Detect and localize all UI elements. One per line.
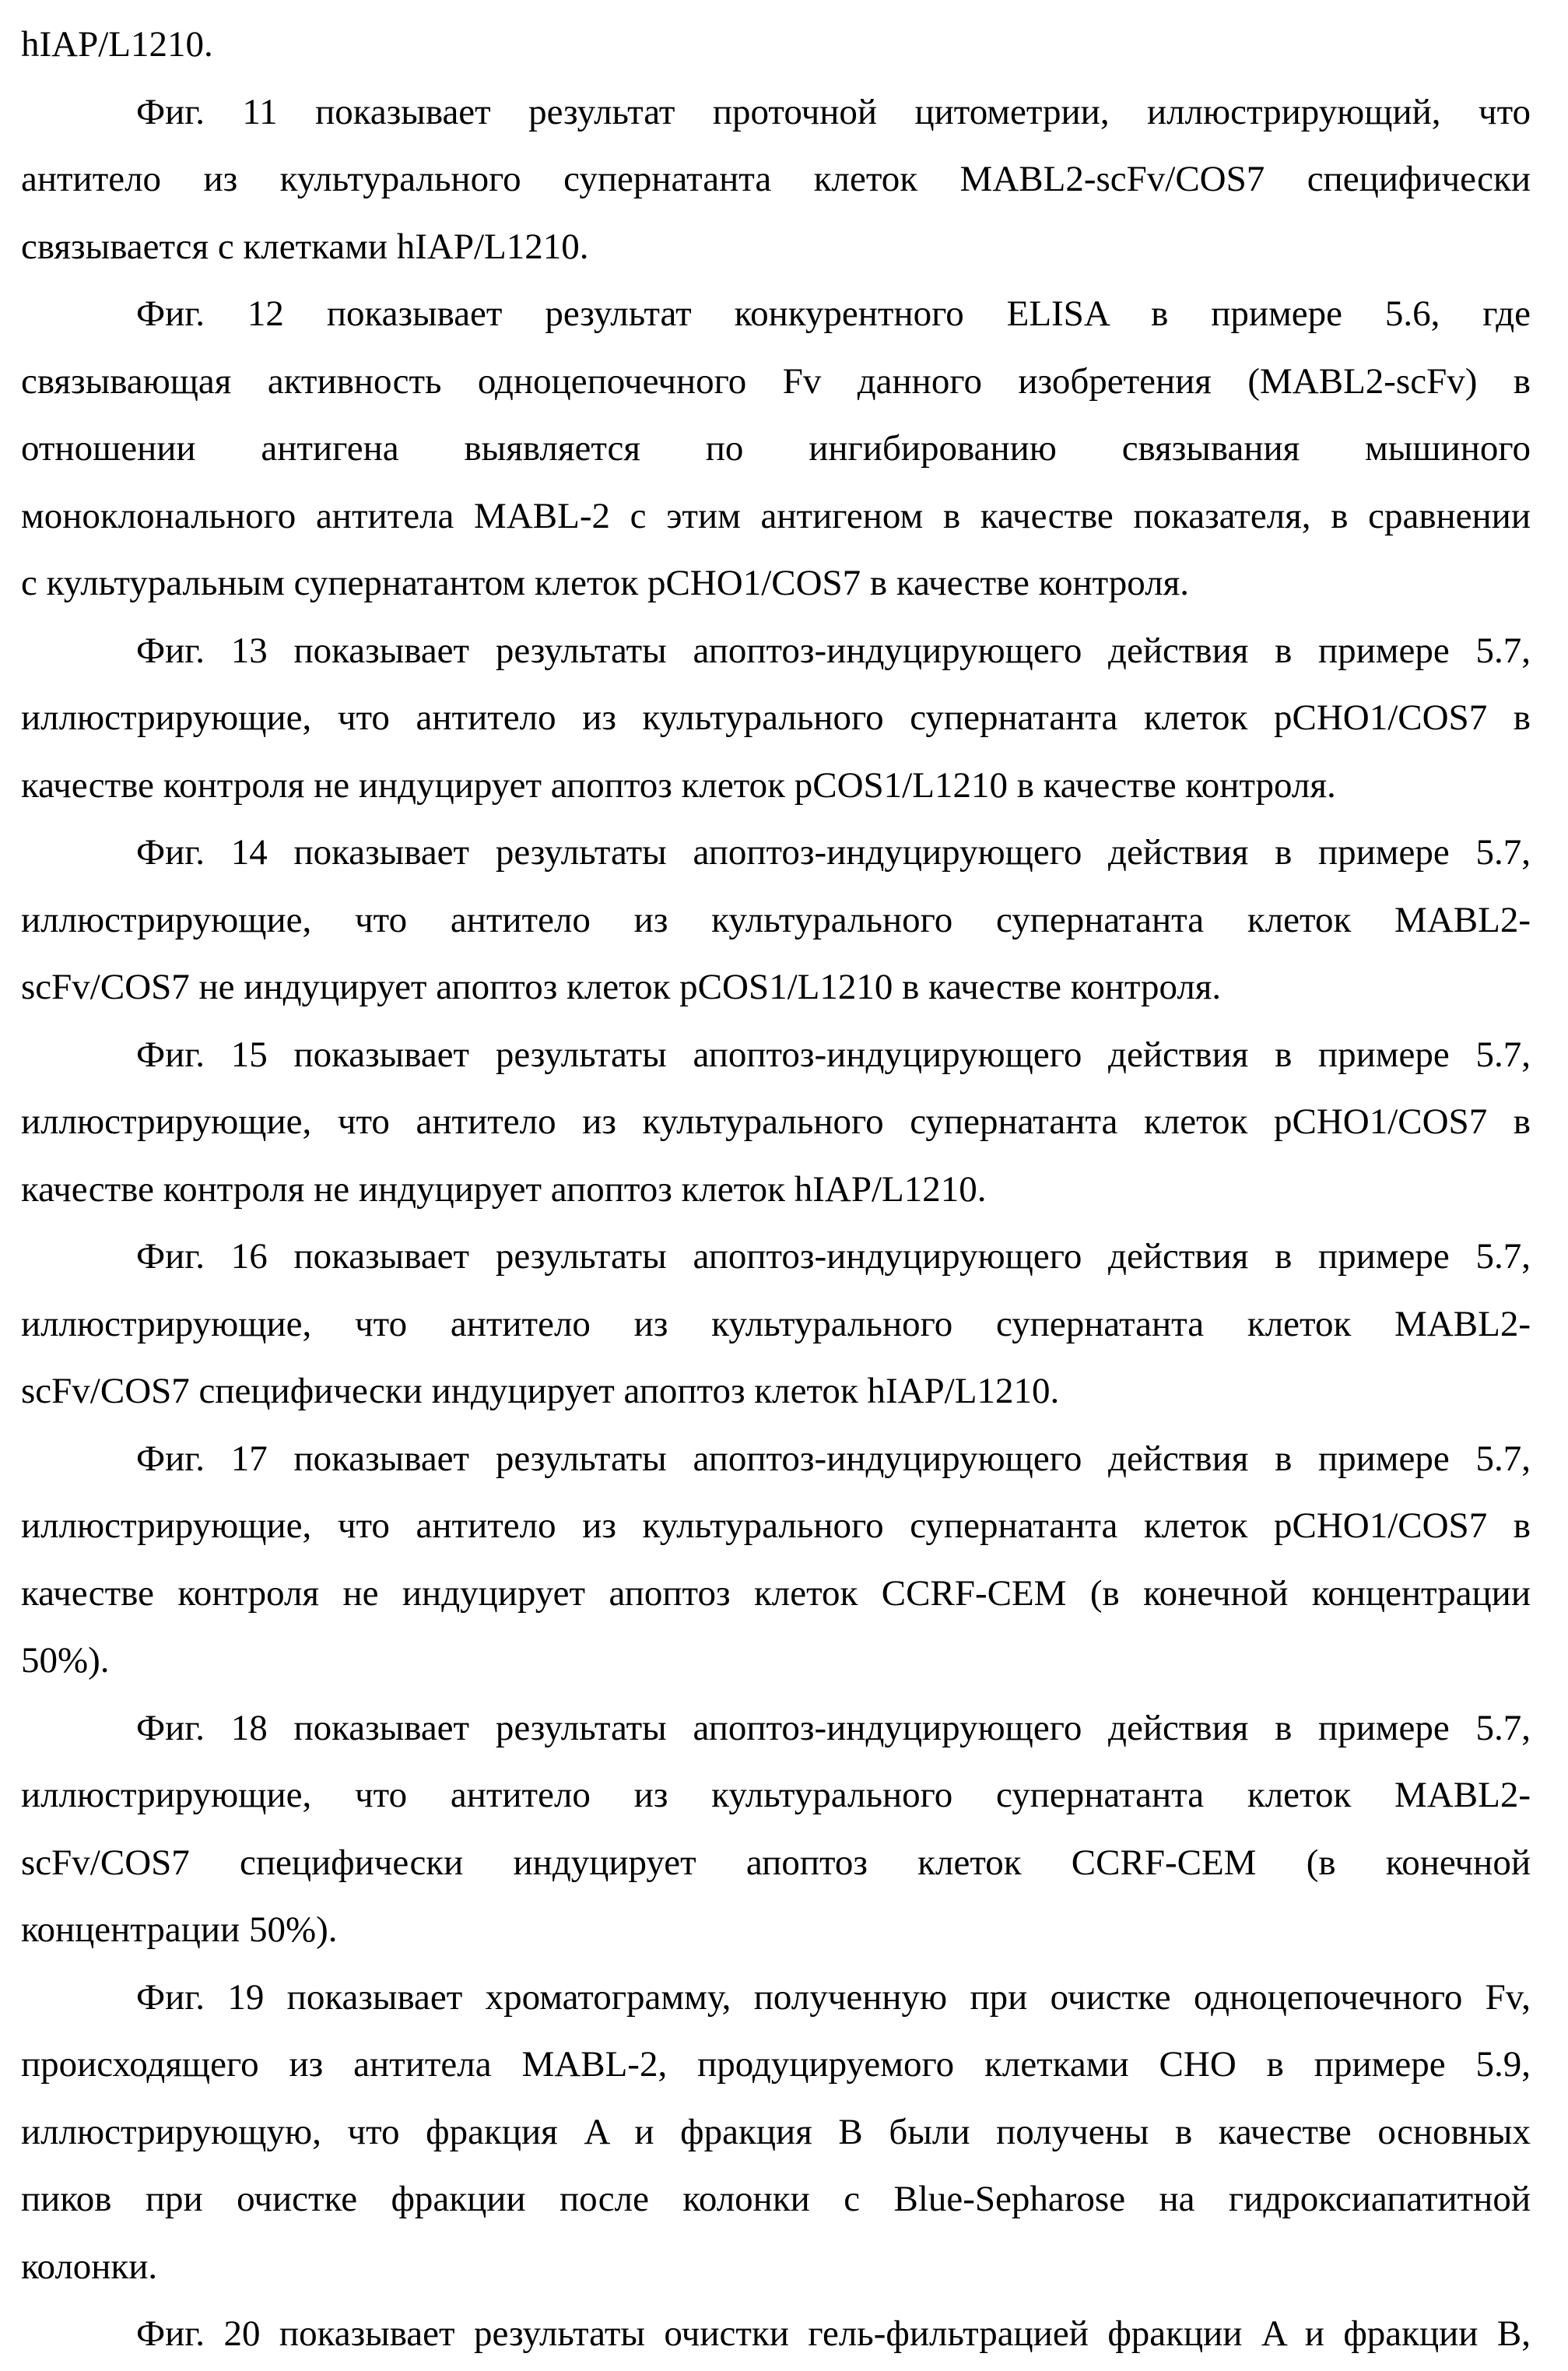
text-line: Фиг. 20 показывает результаты очистки гель-фильтрацией фракции A и фракции B,: [21, 2300, 1531, 2368]
text-line: связывается с клетками hIAP/L1210.: [21, 213, 1531, 281]
text-line: Фиг. 17 показывает результаты апоптоз-индуцирующего действия в примере 5.7,: [21, 1425, 1531, 1493]
text-line: иллюстрирующие, что антитело из культурального супернатанта клеток MABL2-: [21, 1762, 1531, 1829]
paragraph: [21, 1695, 1531, 1964]
text-line: иллюстрирующую, что фракция A и фракция B были получены в качестве основных: [21, 2099, 1531, 2166]
text-line: Фиг. 16 показывает результаты апоптоз-индуцирующего действия в примере 5.7,: [21, 1223, 1531, 1291]
paragraph: [21, 617, 1531, 820]
text-line: иллюстрирующие, что антитело из культурального супернатанта клеток pCHO1/COS7 в: [21, 1088, 1531, 1156]
paragraph: [21, 280, 1531, 617]
paragraph: [21, 819, 1531, 1021]
text-line: отношении антигена выявляется по ингибированию связывания мышиного: [21, 415, 1531, 483]
paragraph: [21, 1425, 1531, 1695]
text-line: Фиг. 13 показывает результаты апоптоз-индуцирующего действия в примере 5.7,: [21, 617, 1531, 685]
text-line: связывающая активность одноцепочечного Fv данного изобретения (MABL2-scFv) в: [21, 348, 1531, 416]
text-line: Фиг. 15 показывает результаты апоптоз-индуцирующего действия в примере 5.7,: [21, 1021, 1531, 1089]
text-line: иллюстрирующие, что антитело из культурального супернатанта клеток pCHO1/COS7 в: [21, 1492, 1531, 1560]
text-line: иллюстрирующие, что антитело из культурального супернатанта клеток MABL2-: [21, 1291, 1531, 1358]
text-line: с культуральным супернатантом клеток pCHO1/COS7 в качестве контроля.: [21, 550, 1531, 617]
text-line: Фиг. 19 показывает хроматограмму, полученную при очистке одноцепочечного Fv,: [21, 1964, 1531, 2032]
text-line: моноклонального антитела MABL-2 с этим антигеном в качестве показателя, в сравнении: [21, 483, 1531, 550]
text-line: качестве контроля не индуцирует апоптоз клеток CCRF-CEM (в конечной концентрации: [21, 1560, 1531, 1628]
paragraph: [21, 1223, 1531, 1425]
text-line: иллюстрирующие, что антитело из культурального супернатанта клеток pCHO1/COS7 в: [21, 684, 1531, 752]
text-line: колонки.: [21, 2233, 1531, 2301]
text-line: качестве контроля не индуцирует апоптоз клеток hIAP/L1210.: [21, 1156, 1531, 1224]
paragraph: [21, 1021, 1531, 1224]
text-line: Фиг. 12 показывает результат конкурентного ELISA в примере 5.6, где: [21, 280, 1531, 348]
text-line: Фиг. 14 показывает результаты апоптоз-индуцирующего действия в примере 5.7,: [21, 819, 1531, 887]
text-line: scFv/COS7 специфически индуцирует апоптоз клеток CCRF-CEM (в конечной: [21, 1829, 1531, 1897]
text-line: hIAP/L1210.: [21, 11, 1531, 79]
text-line: scFv/COS7 специфически индуцирует апоптоз клеток hIAP/L1210.: [21, 1358, 1531, 1425]
text-line: иллюстрирующие, что антитело из культурального супернатанта клеток MABL2-: [21, 887, 1531, 954]
text-line: антитело из культурального супернатанта клеток MABL2-scFv/COS7 специфически: [21, 146, 1531, 213]
text-line: происходящего из антитела MABL-2, продуцируемого клетками CHO в примере 5.9,: [21, 2031, 1531, 2099]
paragraph: [21, 11, 1531, 79]
text-line: scFv/COS7 не индуцирует апоптоз клеток pCOS1/L1210 в качестве контроля.: [21, 954, 1531, 1021]
paragraph: [21, 1964, 1531, 2301]
text-line: Фиг. 11 показывает результат проточной цитометрии, иллюстрирующий, что: [21, 79, 1531, 146]
text-line: концентрации 50%).: [21, 1896, 1531, 1964]
text-line: качестве контроля не индуцирует апоптоз клеток pCOS1/L1210 в качестве контроля.: [21, 752, 1531, 820]
document-page: [21, 11, 1531, 2368]
text-line: Фиг. 18 показывает результаты апоптоз-индуцирующего действия в примере 5.7,: [21, 1695, 1531, 1762]
text-line: пиков при очистке фракции после колонки с Blue-Sepharose на гидроксиапатитной: [21, 2166, 1531, 2233]
paragraph: [21, 2300, 1531, 2368]
paragraph: [21, 79, 1531, 281]
text-line: 50%).: [21, 1627, 1531, 1695]
